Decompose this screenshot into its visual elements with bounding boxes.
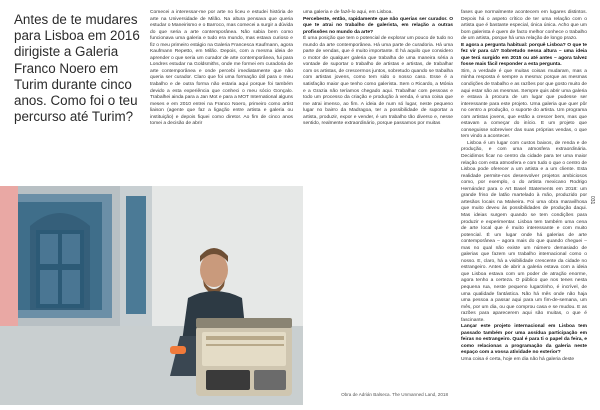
photo-caption: Obra de Adrián Balseca. The Unmanned Land, 2018	[341, 392, 448, 397]
body-paragraph: Comecei a interessar-me por arte no liceu e estudei história de arte na Universidade de Milão. Na altura pensava que queria estudar o Maneirismo e o Barroco, mas comecei a surgir a dúvida do que seria a arte contemporânea. Não sabia bem como funcionava uma galeria e tudo era mundo, mas estava curioso e fiz o meu primeiro estágio na Galeria Francesca Kaufmann, agora Kaufmann Repetto, em Milão. Depois, com a mesma ideia de aprender o que seria um curador de arte contemporânea, fui para Londres estudar na Goldsmiths, onde me formei em curadoria de arte contemporânea e onde percebi imediatamente que não queria ser curador. Claro que foi uma formação útil para o meu trabalho e de outra forma não estaria aqui porque foi também devido a esta experiência que conheci o meu sócio Gonçalo. Trabalhei ainda para a Jan Mot e para a MOT International alguns meses e em 2010 entrei na Franco Noero, primeiro como artist liaison (agente que faz a ligação entre artista e galeria ou instituição) e depois fiquei como diretor. Ao fim de cinco anos tomei a decisão de abrir	[150, 10, 294, 127]
body-paragraph: Lisboa é um lugar com custos baixos, de renda e de produção, e com uma atmosfera extraordinária. Decidimos ficar no centro da cidade para ter uma maior relação com esta atmosfera e com tudo o que o centro de Lisboa pode oferecer a um artista e a um cliente. Esta realidade permite-nos desenvolver projetos ambiciosos como, por exemplo, o do artista mexicano Rodrigo Hernández para o Art Basel Statements em 2018: um grande friso de latão martelado à mão, produzido por artesãos locais na Malveira. Foi uma obra maravilhosa que muito deveu às possibilidades de produção daqui. Mas ideias surgem quando se tem condições para produzir e experimentar. Lisboa tem também uma cena de arte local que é muito interessante e com muito potencial. É um lugar onde há galerias de arte contemporânea – agora mais do que quando cheguei – mas no qual não existe um número demasiado de galerias que fazem um trabalho internacional como o nosso. E, claro, há a visibilidade crescente da cidade no estrangeiro. Antes de abrir a galeria estava com a ideia que Lisboa estava com um poder de atração enorme, agora tenho a certeza. O público que nos tenes nesta pequena rua, neste pequeno lugarzinho, é incrível, de uma qualidade fantástica. Não há mês onde não haja uma pessoa a passar aqui para um fim-de-semana, um mês, por um dia, ou que comprou casa e se mudou. E as razões para aparecerem aqui são muitas, o que é fascinante.	[461, 140, 587, 323]
article-column-3	[461, 10, 587, 402]
article-column-1	[150, 10, 294, 127]
interview-question: Percebeste, então, rapidamente que não querias ser curador. O que te atrai no trabalho de galerista, em relação a outras profissões no mundo da arte?	[303, 16, 453, 35]
body-paragraph: fases que normalmente acontecem em lugares distintos. Depois há o aspeto crítico de ter uma relação com o artista que é bastante especial, ónica única. Acho que um bom galerista é quem de facto melhor conhece o trabalho de um artista, porque há uma relação de longo prazo.	[461, 10, 587, 42]
body-paragraph: Sim, a verdade é que muitas coisas mudaram, mas a minha resposta é sempre a mesma: porque as mesmas condições de trabalho e as razões por que gosto muito de aqui estar são as mesmas. Sempre quis abrir uma galeria e estava à procura de um lugar que pudesse ser interessante para este projeto. Uma galeria que quer pôr no centro a produção, o suporte do artista. Um programa com artistas jovens, que estão a crescer bem, mas que estavam a começar do início. E um projeto que conseguisse sobreviver das suas próprias vendas, o que tem vindo a acontecer.	[461, 68, 587, 140]
article-column-2	[303, 10, 453, 195]
interview-question: Lançar este projeto internacional em Lisboa tem passado também por uma assídua participação em feiras no estrangeiro. Qual é para ti o papel da feira, e como relacionas a programação da galeria neste espaço com a vossa atividade no exterior?	[461, 324, 587, 356]
body-paragraph: uma galeria e de fazê-lo aqui, em Lisboa.	[303, 10, 393, 15]
gallery-photo	[0, 186, 303, 405]
page-number: 031	[589, 196, 595, 205]
headline-question: Antes de te mudares para Lisboa em 2016 dirigiste a Galeria Franco Noero em Turim durante cinco anos. Como foi o teu percurso até Turim?	[14, 12, 140, 125]
interview-question: E agora a pergunta habitual: porquê Lisboa? O que te fez vir para cá? Sobretudo nessa altura – uma ideia que terá surgido em 2015 ou até antes – agora talvez fosse mais fácil responder a esta pergunta.	[461, 42, 587, 68]
body-paragraph: É uma posição que tem o potencial de explorar um pouco de tudo no mundo da arte contemporânea. Há uma parte de curadoria. Há uma parte de vendas, que é muito importante. É há aquilo que considero o motor de qualquer galeria que trabalha de uma maneira séria a vontade de suportar o trabalho de artistas e artistas, de trabalhar com os artistas, de crescermos juntos, sobretudo quando se trabalha com artistas jovens, como tem sido o nosso caso. Esse é a satisfação maior que tenho como galerista. Sem o Ricardo, a Mónia e a Grazia não teríamos chegado aqui. Trabalhar com pessoas e todo um processo da criação e produção à venda, é uma coisa que me atrai imenso, ao fim. A ideia de num só lugar, neste pequeno lugar no bairro da Madragoa, ter a possibilidade de suportar a artista, produzir, expor e vender, é um trabalho tão diverso e, nesse sentido, realmente extraordinário, porque passamos por muitas	[303, 36, 453, 127]
body-paragraph: Uma coisa é certa, hoje em dia não há galeria deste	[461, 356, 575, 362]
